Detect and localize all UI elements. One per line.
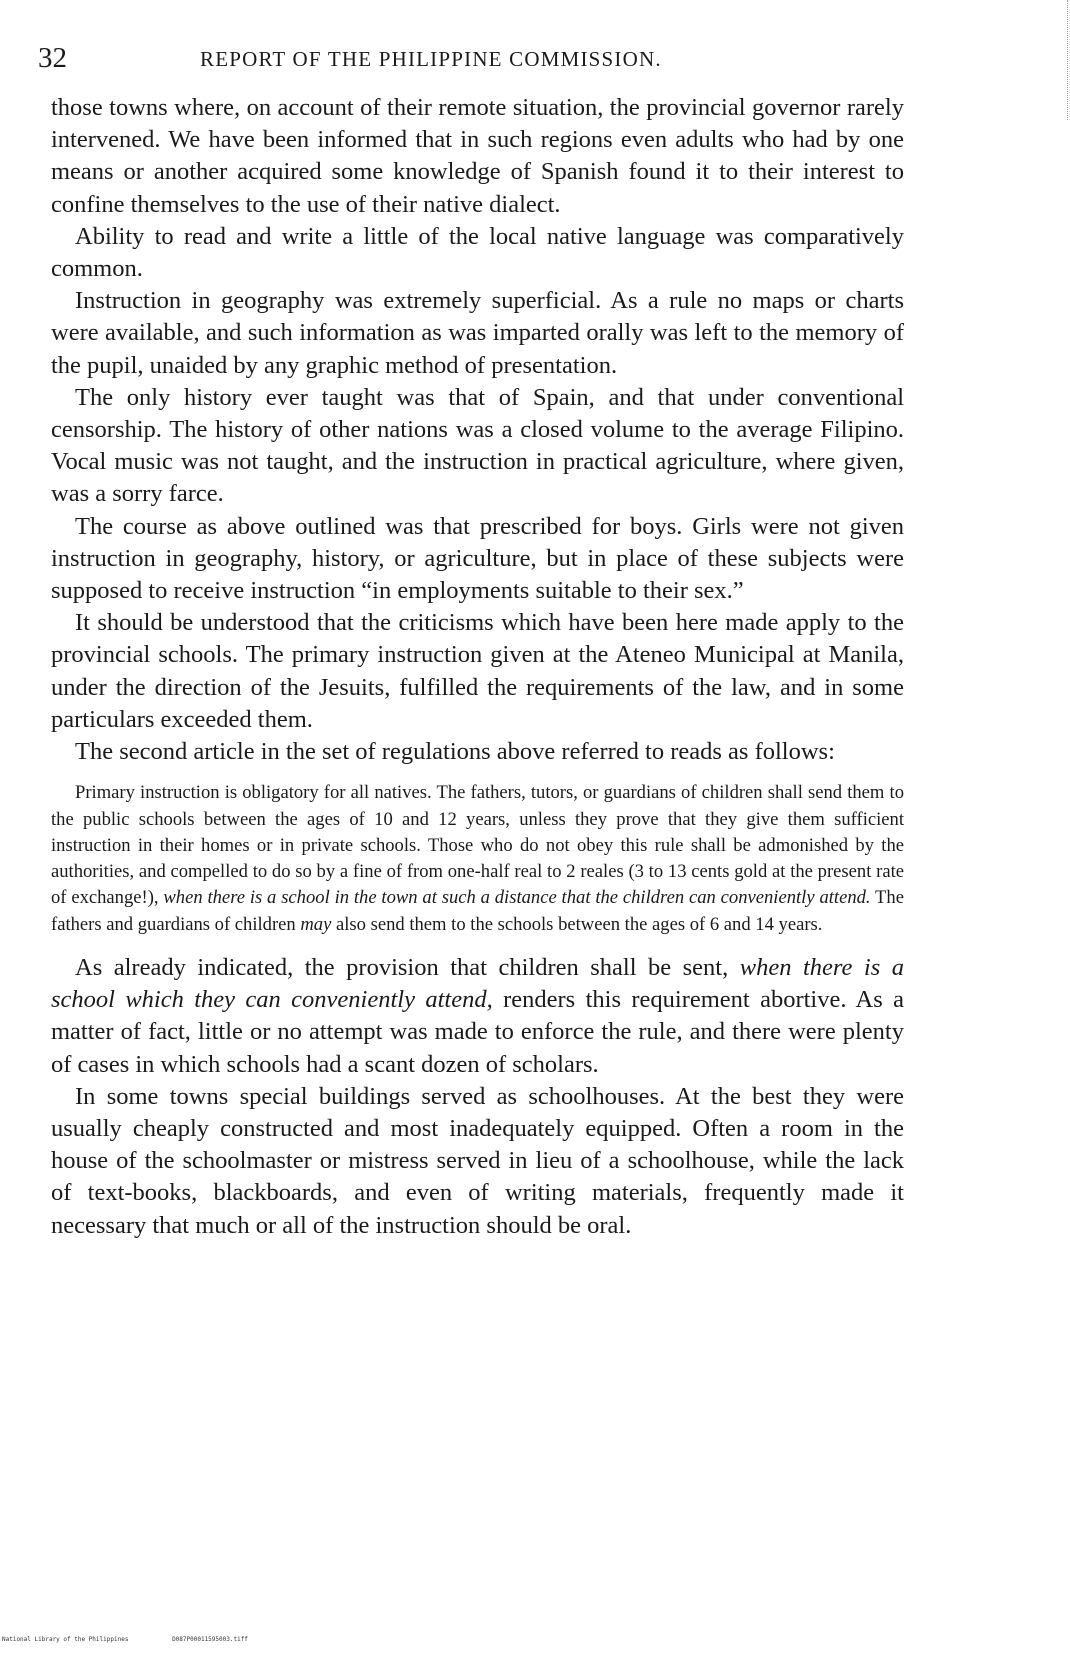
running-head: REPORT OF THE PHILIPPINE COMMISSION. — [200, 47, 662, 71]
paragraph-girls-course: The course as above outlined was that prescribed for boys. Girls were not given instruction in geography, history, or agriculture, but in place of these subjects were supposed to receive instruction “in employments suitable to their sex.” — [51, 512, 904, 605]
scan-footer — [2, 1636, 248, 1643]
p8-text-1: As already indicated, the provision that children shall be sent, — [75, 954, 740, 982]
footer-file-id: D087P00011595003⁩.tiff — [172, 1636, 248, 1643]
paragraph-native-language: Ability to read and write a little of the local native language was comparatively common. — [51, 222, 904, 283]
paragraph-history: The only history ever taught was that of Spain, and that under conventional censorship. The history of other nations was a closed volume to the average Filipino. Vocal music was not taught, and the instruction in practical agriculture, where given, was a sorry farce. — [51, 383, 904, 508]
quote-italic-2: may — [300, 913, 332, 935]
quote-text-3: also send them to the schools between the ages of 6 and 14 years. — [331, 913, 823, 935]
quote-text-2: The fathers and guardians of children — [51, 887, 904, 935]
quote-text-1: Primary instruction is obligatory for all natives. The fathers, tutors, or guardians of children shall send them to the public schools between the ages of 10 and 12 years, unless they prove that they give them sufficient instruction in their homes or in private schools. Those who do not obey this rule shall be admonished by the authorities, and compelled to do so by a fine of from one-half real to 2 reales (3 to 13 cents gold at the present rate of exchange!), — [51, 782, 904, 909]
page-body — [51, 92, 904, 1242]
paragraph-criticisms: It should be understood that the criticisms which have been here made apply to the provincial schools. The primary instruction given at the Ateneo Municipal at Manila, under the direction of the Jesuits, fulfilled the requirements of the law, and in some particulars exceeded them. — [51, 609, 904, 733]
page-number: 32 — [38, 42, 67, 74]
footer-library: National Library of the Philippines — [2, 1636, 129, 1643]
paragraph-requirement-abortive — [51, 952, 904, 1081]
paragraph-geography: Instruction in geography was extremely superficial. As a rule no maps or charts were available, and such information as was imparted orally was left to the memory of the pupil, unaided by any graphic method of presentation. — [51, 287, 904, 379]
p8-italic: when there is a school which they can conveniently attend, — [51, 954, 904, 1014]
block-quote-regulation — [51, 780, 904, 938]
paragraph-second-article: The second article in the set of regulations above referred to reads as follows: — [75, 738, 835, 766]
paragraph-continued: those towns where, on account of their remote situation, the provincial governor rarely intervened. We have been informed that in such regions even adults who had by one means or another acquired some knowledge of Spanish found it to their interest to confine themselves to the use of their native dialect. — [51, 94, 904, 218]
page-header — [38, 38, 938, 78]
quote-italic-1: when there is a school in the town at such a distance that the children can conveniently attend. — [163, 887, 871, 909]
p8-text-2: renders this requirement abortive. As a matter of fact, little or no attempt was made to enforce the rule, and there were plenty of cases in which schools had a scant dozen of scholars. — [51, 986, 904, 1078]
paragraph-schoolhouses: In some towns special buildings served as schoolhouses. At the best they were usually cheaply constructed and most inadequately equipped. Often a room in the house of the schoolmaster or mistress served in lieu of a schoolhouse, while the lack of text-books, blackboards, and even of writing materials, frequently made it necessary that much or all of the instruction should be oral. — [51, 1082, 904, 1239]
scan-edge-mark — [1061, 0, 1068, 120]
